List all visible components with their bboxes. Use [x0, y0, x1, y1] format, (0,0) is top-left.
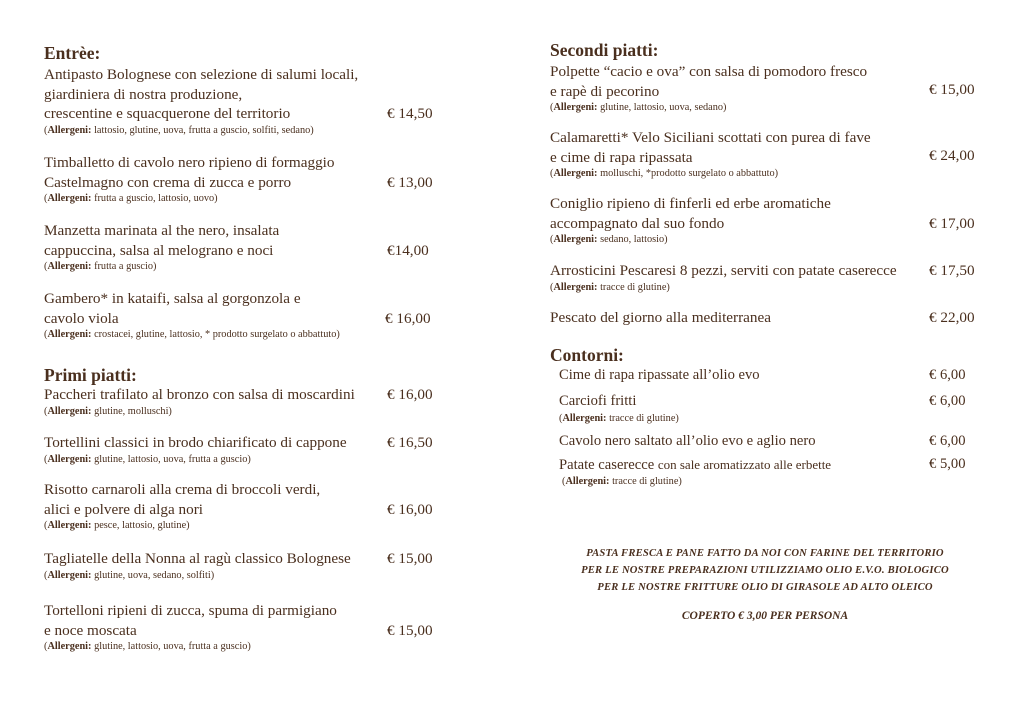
dish-name: Tortellini classici in brodo chiarificato di cappone — [44, 434, 347, 451]
allergens-note: (Allergeni: molluschi, *prodotto surgelato o abbattuto) — [550, 168, 779, 179]
allergens-note: (Allergeni: glutine, lattosio, uova, frutta a guscio) — [44, 453, 251, 465]
allergens-note: (Allergeni: tracce di glutine) — [559, 412, 679, 424]
dish-name: Manzetta marinata al the nero, insalata — [44, 222, 280, 239]
menu-item — [44, 549, 444, 582]
menu-item — [44, 385, 444, 418]
allergens-note: (Allergeni: sedano, lattosio) — [550, 234, 668, 245]
dish-price: € 16,00 — [387, 500, 433, 518]
dish-price: € 24,00 — [929, 146, 975, 164]
dish-name: Timballetto di cavolo nero ripieno di formaggio — [44, 154, 335, 171]
dish-name: Pescato del giorno alla mediterranea — [550, 309, 771, 326]
dish-price: € 15,00 — [929, 80, 975, 98]
dish-price: € 6,00 — [929, 433, 966, 449]
menu-item — [559, 392, 999, 425]
allergens-note: (Allergeni: glutine, lattosio, uova, sedano) — [550, 102, 727, 113]
dish-name: giardiniera di nostra produzione, — [44, 85, 243, 103]
dish-name: Cavolo nero saltato all’olio evo e aglio nero — [559, 433, 816, 449]
allergens-note: (Allergeni: lattosio, glutine, uova, frutta a guscio, solfiti, sedano) — [44, 124, 314, 136]
dish-name: accompagnato dal suo fondo — [550, 214, 725, 232]
dish-price: € 6,00 — [929, 393, 966, 409]
dish-price: € 5,00 — [929, 456, 966, 472]
menu-item — [44, 65, 444, 137]
dish-price: € 16,00 — [387, 386, 433, 403]
dish-name: cavolo viola — [44, 309, 119, 327]
dish-description: con sale aromatizzato alle erbette — [657, 457, 832, 472]
dish-name: Antipasto Bolognese con selezione di salumi locali, — [44, 66, 359, 83]
menu-item — [550, 194, 990, 246]
dish-name: Gambero* in kataifi, salsa al gorgonzola e — [44, 290, 301, 307]
dish-name: Carciofi fritti — [559, 393, 637, 409]
dish-price: €14,00 — [387, 241, 429, 259]
dish-price: € 16,00 — [385, 309, 431, 327]
dish-name: e cime di rapa ripassata — [550, 148, 693, 166]
allergens-note: (Allergeni: frutta a guscio) — [44, 261, 157, 272]
dish-name: Arrosticini Pescaresi 8 pezzi, serviti con patate caserecce — [550, 262, 897, 279]
menu-item — [559, 455, 999, 488]
menu-item — [44, 480, 444, 532]
menu-item — [44, 601, 444, 653]
entree-heading: Entrèe: — [44, 43, 101, 63]
dish-price: € 22,00 — [929, 309, 975, 326]
dish-price: € 14,50 — [387, 105, 433, 122]
secondi-heading: Secondi piatti: — [550, 40, 659, 60]
dish-name: cappuccina, salsa al melograno e noci — [44, 241, 274, 259]
dish-price: € 15,00 — [387, 550, 433, 567]
dish-name: Coniglio ripieno di finferli ed erbe aromatiche — [550, 195, 831, 212]
dish-name: Tagliatelle della Nonna al ragù classico Bolognese — [44, 550, 351, 567]
kitchen-notes — [550, 545, 980, 596]
dish-price: € 17,00 — [929, 214, 975, 232]
dish-name: crescentine e squacquerone del territorio — [44, 105, 291, 122]
dish-name: e noce moscata — [44, 621, 137, 639]
menu-item — [550, 308, 990, 328]
dish-name: Castelmagno con crema di zucca e porro — [44, 173, 292, 191]
cover-charge: COPERTO € 3,00 PER PERSONA — [681, 610, 849, 622]
menu-item — [559, 432, 999, 452]
menu-item — [559, 366, 999, 386]
dish-name: Patate caserecce — [559, 457, 655, 473]
allergens-note: (Allergeni: pesce, lattosio, glutine) — [44, 520, 190, 531]
contorni-heading: Contorni: — [550, 345, 624, 365]
dish-name: alici e polvere di alga nori — [44, 500, 203, 518]
note-line: PER LE NOSTRE FRITTURE OLIO DI GIRASOLE AD ALTO OLEICO — [597, 582, 933, 593]
menu-item — [44, 433, 444, 466]
menu-item — [550, 261, 990, 294]
dish-name: Cime di rapa ripassate all’olio evo — [559, 367, 760, 383]
dish-name: Calamaretti* Velo Siciliani scottati con purea di fave — [550, 129, 871, 146]
dish-price: € 13,00 — [387, 173, 433, 191]
note-line: PER LE NOSTRE PREPARAZIONI UTILIZZIAMO OLIO E.V.O. BIOLOGICO — [581, 565, 949, 576]
menu-item — [550, 62, 990, 114]
dish-price: € 17,50 — [929, 262, 975, 279]
allergens-note: (Allergeni: crostacei, glutine, lattosio, * prodotto surgelato o abbattuto) — [44, 329, 340, 340]
allergens-note: (Allergeni: frutta a guscio, lattosio, uovo) — [44, 193, 218, 204]
dish-name: Risotto carnaroli alla crema di broccoli verdi, — [44, 481, 321, 498]
dish-name: Paccheri trafilato al bronzo con salsa di moscardini — [44, 386, 355, 403]
menu-item — [44, 289, 444, 341]
dish-name: e rapè di pecorino — [550, 82, 660, 100]
dish-name: Tortelloni ripieni di zucca, spuma di parmigiano — [44, 602, 337, 619]
allergens-note: (Allergeni: tracce di glutine) — [550, 281, 670, 293]
menu-item — [44, 221, 444, 273]
dish-price: € 15,00 — [387, 621, 433, 639]
allergens-note: (Allergeni: glutine, lattosio, uova, frutta a guscio) — [44, 641, 251, 652]
dish-price: € 6,00 — [929, 367, 966, 383]
menu-item — [44, 153, 444, 205]
menu-item — [550, 128, 990, 180]
allergens-note: (Allergeni: tracce di glutine) — [562, 475, 682, 487]
dish-name: Polpette “cacio e ova” con salsa di pomodoro fresco — [550, 63, 868, 80]
allergens-note: (Allergeni: glutine, uova, sedano, solfiti) — [44, 569, 215, 581]
dish-price: € 16,50 — [387, 434, 433, 451]
note-line: PASTA FRESCA E PANE FATTO DA NOI CON FARINE DEL TERRITORIO — [586, 548, 944, 559]
allergens-note: (Allergeni: glutine, molluschi) — [44, 405, 172, 417]
primi-heading: Primi piatti: — [44, 365, 137, 385]
